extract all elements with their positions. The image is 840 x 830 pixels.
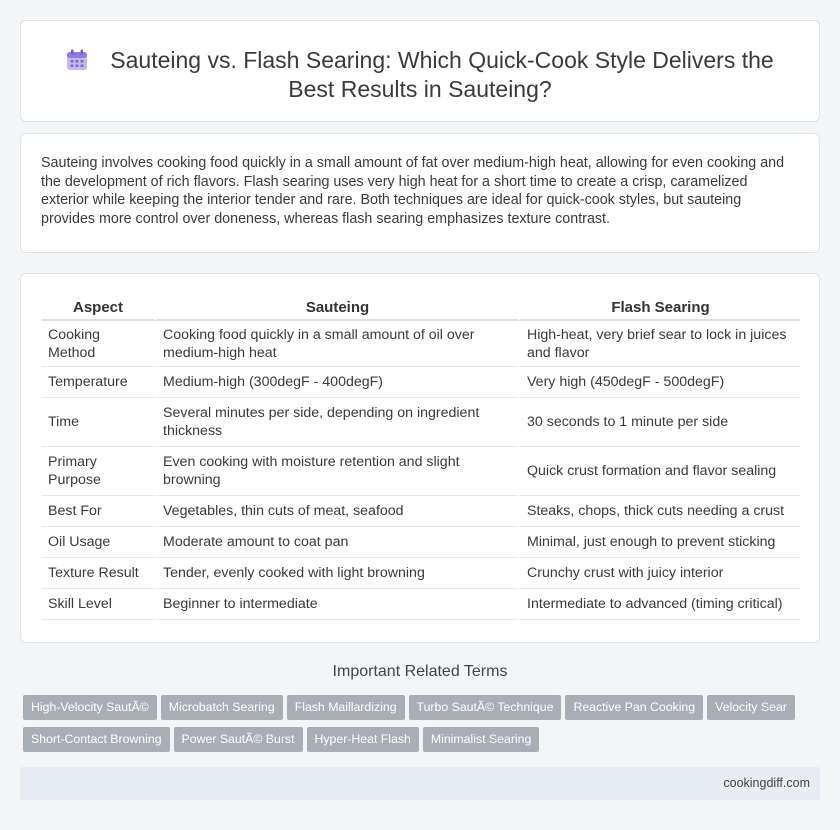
page-title [61, 46, 779, 104]
related-term-tag[interactable]: Minimalist Searing [423, 727, 539, 752]
related-term-tag[interactable]: Power SautÃ© Burst [174, 727, 303, 752]
related-term-tag[interactable]: Flash Maillardizing [287, 695, 405, 720]
row-flash-searing: Crunchy crust with juicy interior [518, 558, 800, 589]
table-row [42, 398, 800, 447]
header-sauteing: Sauteing [154, 296, 518, 321]
intro-paragraph: Sauteing involves cooking food quickly in a small amount of fat over medium-high heat, allowing for even cooking and the development of rich flavors. Flash searing uses very high heat for a short time to create a crisp, caramelized exterior while keeping the interior tender and rare. Both techniques are ideal for quick-cook styles, but sauteing provides more control over doneness, whereas flash searing emphasizes texture contrast. [41, 155, 785, 227]
row-aspect: Cooking Method [42, 321, 154, 367]
table-row [42, 321, 800, 367]
footer [20, 767, 820, 800]
row-sauteing: Tender, evenly cooked with light browning [154, 558, 518, 589]
comparison-table [42, 296, 800, 620]
table-row [42, 558, 800, 589]
row-sauteing: Cooking food quickly in a small amount of oil over medium-high heat [154, 321, 518, 367]
row-flash-searing: Quick crust formation and flavor sealing [518, 447, 800, 496]
related-term-tag[interactable]: Turbo SautÃ© Technique [409, 695, 562, 720]
row-sauteing: Several minutes per side, depending on ingredient thickness [154, 398, 518, 447]
related-term-tag[interactable]: Reactive Pan Cooking [565, 695, 703, 720]
row-aspect: Time [42, 398, 154, 447]
row-sauteing: Moderate amount to coat pan [154, 527, 518, 558]
related-term-tag[interactable]: Microbatch Searing [161, 695, 283, 720]
row-sauteing: Medium-high (300degF - 400degF) [154, 367, 518, 398]
row-sauteing: Beginner to intermediate [154, 589, 518, 620]
title-card [20, 20, 820, 122]
intro-card [20, 133, 820, 253]
table-header-row [42, 296, 800, 321]
calendar-icon [66, 49, 88, 71]
table-row [42, 589, 800, 620]
table-row [42, 367, 800, 398]
row-flash-searing: Intermediate to advanced (timing critical) [518, 589, 800, 620]
row-flash-searing: Minimal, just enough to prevent sticking [518, 527, 800, 558]
related-term-tag[interactable]: High-Velocity SautÃ© [23, 695, 157, 720]
row-aspect: Primary Purpose [42, 447, 154, 496]
row-aspect: Temperature [42, 367, 154, 398]
row-flash-searing: High-heat, very brief sear to lock in juices and flavor [518, 321, 800, 367]
page-title-text: Sauteing vs. Flash Searing: Which Quick-Cook Style Delivers the Best Results in Sauteing? [110, 47, 774, 102]
table-row [42, 527, 800, 558]
header-flash-searing: Flash Searing [518, 296, 800, 321]
related-term-tag[interactable]: Velocity Sear [707, 695, 795, 720]
header-aspect: Aspect [42, 296, 154, 321]
row-aspect: Best For [42, 496, 154, 527]
footer-site-link[interactable]: cookingdiff.com [723, 776, 810, 790]
row-sauteing: Even cooking with moisture retention and slight browning [154, 447, 518, 496]
related-terms-list [23, 695, 803, 759]
comparison-card [20, 273, 820, 643]
row-aspect: Texture Result [42, 558, 154, 589]
related-terms-title: Important Related Terms [332, 663, 508, 680]
row-flash-searing: Very high (450degF - 500degF) [518, 367, 800, 398]
title-wrap [61, 46, 779, 104]
related-term-tag[interactable]: Short-Contact Browning [23, 727, 170, 752]
related-term-tag[interactable]: Hyper-Heat Flash [307, 727, 419, 752]
row-flash-searing: 30 seconds to 1 minute per side [518, 398, 800, 447]
table-row [42, 496, 800, 527]
row-sauteing: Vegetables, thin cuts of meat, seafood [154, 496, 518, 527]
table-row [42, 447, 800, 496]
row-flash-searing: Steaks, chops, thick cuts needing a crust [518, 496, 800, 527]
row-aspect: Skill Level [42, 589, 154, 620]
row-aspect: Oil Usage [42, 527, 154, 558]
